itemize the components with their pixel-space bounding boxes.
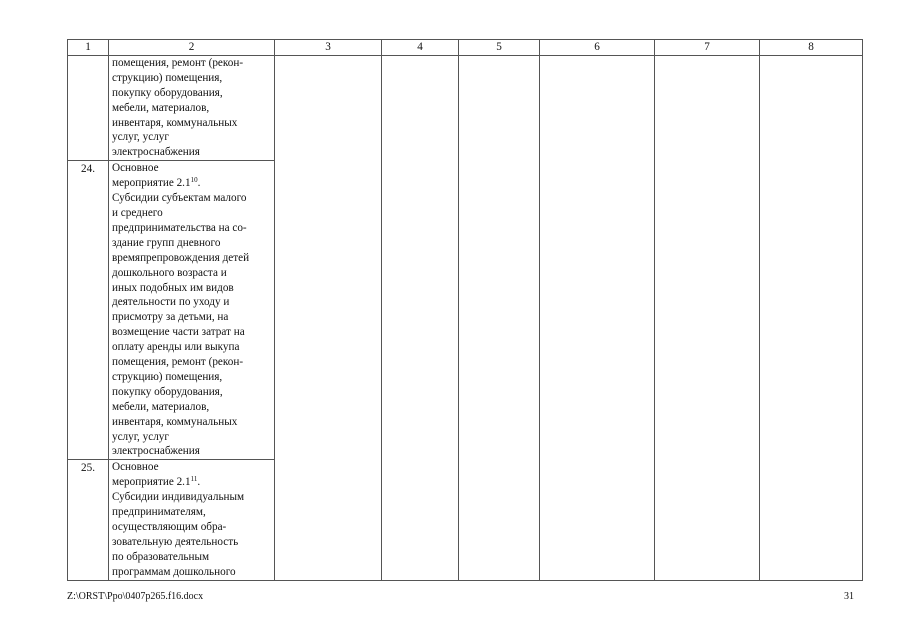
row-text-cell: [109, 161, 275, 460]
text-line: покупку оборудования,: [112, 86, 223, 99]
col-8-cell: [760, 55, 863, 580]
text-line: инвентаря, коммунальных: [112, 415, 238, 428]
text-line: Основное: [112, 162, 159, 175]
text-line: мебели, материалов,: [112, 400, 210, 413]
text-line: здание групп дневного: [112, 236, 221, 249]
row-text-cell: [109, 55, 275, 160]
period: .: [197, 177, 201, 190]
text-line: Основное: [112, 461, 159, 474]
text-line: предпринимательства на со-: [112, 221, 247, 234]
text-line: Субсидии индивидуальным: [112, 491, 245, 504]
text-line: присмотру за детьми, на: [112, 311, 229, 324]
text-line: по образовательным: [112, 550, 210, 563]
text-line: мебели, материалов,: [112, 101, 210, 114]
text-line: инвентаря, коммунальных: [112, 116, 238, 129]
table-row: [68, 55, 863, 160]
text-line: услуг, услуг: [112, 430, 169, 443]
text-line: осуществляющим обра-: [112, 521, 227, 533]
text-line: [112, 475, 272, 490]
footer-page-number: 31: [844, 591, 854, 602]
text-line: оплату аренды или выкупа: [112, 341, 240, 354]
text-line: Субсидии субъектам малого: [112, 192, 247, 205]
footer-file-path: Z:\ORST\Ppo\0407p265.f16.docx: [67, 591, 204, 602]
measure-label: мероприятие 2.1: [112, 177, 191, 190]
text-line: помещения, ремонт (рекон-: [112, 356, 244, 369]
row-number-cell: 24.: [68, 161, 109, 460]
measure-label: мероприятие 2.1: [112, 476, 191, 489]
row-text-cell: [109, 460, 275, 580]
header-col-4: 4: [382, 40, 459, 56]
text-line: зовательную деятельность: [112, 535, 239, 548]
col-4-cell: [382, 55, 459, 580]
text-line: и среднего: [112, 206, 163, 219]
text-line: услуг, услуг: [112, 131, 169, 144]
text-line: возмещение части затрат на: [112, 326, 245, 339]
text-line: дошкольного возраста и: [112, 266, 227, 279]
col-5-cell: [459, 55, 540, 580]
text-line: струкцию) помещения,: [112, 71, 223, 84]
text-line: программам дошкольного: [112, 565, 236, 578]
footnote-marker: 11: [190, 475, 198, 484]
text-line: покупку оборудования,: [112, 385, 223, 398]
program-table: [67, 39, 863, 581]
row-number-cell: 25.: [68, 460, 109, 580]
header-col-8: 8: [760, 40, 863, 56]
period: .: [197, 476, 201, 489]
text-line: помещения, ремонт (рекон-: [112, 56, 244, 69]
col-3-cell: [275, 55, 382, 580]
text-line: времяпрепровождения детей: [112, 251, 250, 264]
header-col-7: 7: [655, 40, 760, 56]
header-row: [68, 40, 863, 56]
row-number-cell: [68, 55, 109, 160]
header-col-3: 3: [275, 40, 382, 56]
text-line: предпринимателям,: [112, 506, 206, 519]
footnote-marker: 10: [190, 176, 198, 185]
col-7-cell: [655, 55, 760, 580]
header-col-2: 2: [109, 40, 275, 56]
header-col-1: 1: [68, 40, 109, 56]
header-col-6: 6: [540, 40, 655, 56]
header-col-5: 5: [459, 40, 540, 56]
text-line: иных подобных им видов: [112, 281, 234, 294]
text-line: электроснабжения: [112, 445, 200, 458]
text-line: [112, 176, 272, 191]
col-6-cell: [540, 55, 655, 580]
text-line: электроснабжения: [112, 146, 200, 159]
text-line: деятельности по уходу и: [112, 296, 230, 309]
text-line: струкцию) помещения,: [112, 370, 223, 383]
